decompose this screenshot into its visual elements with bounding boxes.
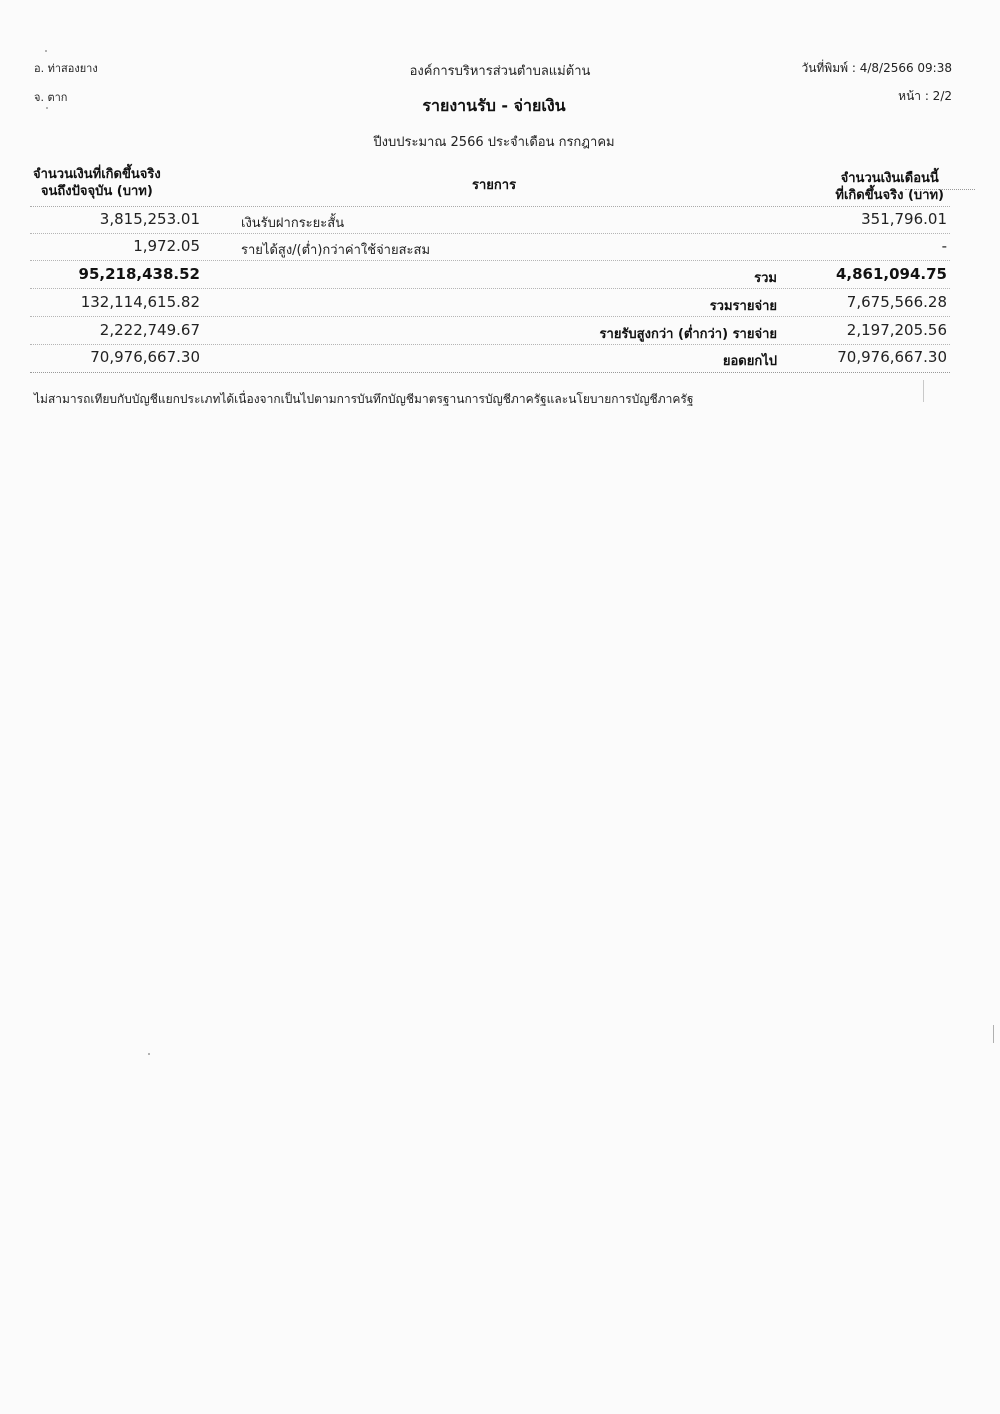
cumulative-amount: 3,815,253.01 — [99, 210, 200, 228]
column-header-cumulative-line2: จนถึงปัจจุบัน (บาท) — [40, 184, 153, 199]
month-total: 7,675,566.28 — [846, 293, 947, 311]
total-label: ยอดยกไป — [722, 354, 777, 369]
row-rule — [30, 260, 950, 261]
row-rule — [30, 372, 950, 373]
cumulative-total: 132,114,615.82 — [80, 293, 200, 311]
total-label: รายรับสูงกว่า (ต่ำกว่า) รายจ่าย — [599, 327, 777, 342]
total-label: รวมรายจ่าย — [709, 299, 777, 314]
province-label: จ. ตาก — [34, 91, 68, 104]
cumulative-total: 70,976,667.30 — [90, 348, 200, 366]
total-row — [30, 262, 950, 288]
header-divider — [905, 189, 975, 190]
total-row — [30, 345, 950, 371]
report-subtitle: ปีงบประมาณ 2566 ประจำเดือน กรกฎาคม — [373, 135, 615, 150]
print-date: วันที่พิมพ์ : 4/8/2566 09:38 — [801, 61, 952, 75]
column-header-item: รายการ — [472, 178, 517, 193]
footnote: ไม่สามารถเทียบกับบัญชีแยกประเภทได้เนื่องจากเป็นไปตามการบันทึกบัญชีมาตรฐานการบัญชีภาครัฐและนโยบายการบัญชีภาครัฐ — [34, 392, 694, 406]
total-row — [30, 318, 950, 344]
month-amount: - — [941, 237, 947, 255]
total-label: รวม — [754, 271, 777, 286]
scan-speck — [148, 1053, 150, 1055]
month-total: 2,197,205.56 — [846, 321, 947, 339]
scan-speck — [45, 50, 47, 52]
column-header-month-line2: ที่เกิดขึ้นจริง (บาท) — [835, 188, 944, 203]
month-total: 70,976,667.30 — [837, 348, 947, 366]
scan-mark — [923, 380, 924, 402]
month-total: 4,861,094.75 — [835, 265, 947, 283]
column-header-month-line1: จำนวนเงินเดือนนี้ — [840, 171, 939, 186]
report-title: รายงานรับ - จ่ายเงิน — [422, 96, 566, 115]
scan-mark — [993, 1025, 994, 1043]
row-rule — [30, 316, 950, 317]
total-row — [30, 290, 950, 316]
column-header-month — [835, 170, 944, 204]
cumulative-total: 2,222,749.67 — [99, 321, 200, 339]
district-label: อ. ท่าสองยาง — [34, 62, 98, 75]
column-header-cumulative — [33, 166, 161, 200]
row-rule — [30, 288, 950, 289]
month-amount: 351,796.01 — [861, 210, 947, 228]
column-header-cumulative-line1: จำนวนเงินที่เกิดขึ้นจริง — [33, 167, 161, 182]
page-number: หน้า : 2/2 — [898, 89, 952, 103]
item-label: เงินรับฝากระยะสั้น — [241, 216, 345, 231]
cumulative-amount: 1,972.05 — [133, 237, 200, 255]
table-row — [30, 207, 950, 233]
item-label: รายได้สูง/(ต่ำ)กว่าค่าใช้จ่ายสะสม — [241, 243, 431, 258]
cumulative-total: 95,218,438.52 — [78, 265, 200, 283]
table-row — [30, 234, 950, 260]
organization-name: องค์การบริหารส่วนตำบลแม่ต้าน — [409, 64, 591, 79]
